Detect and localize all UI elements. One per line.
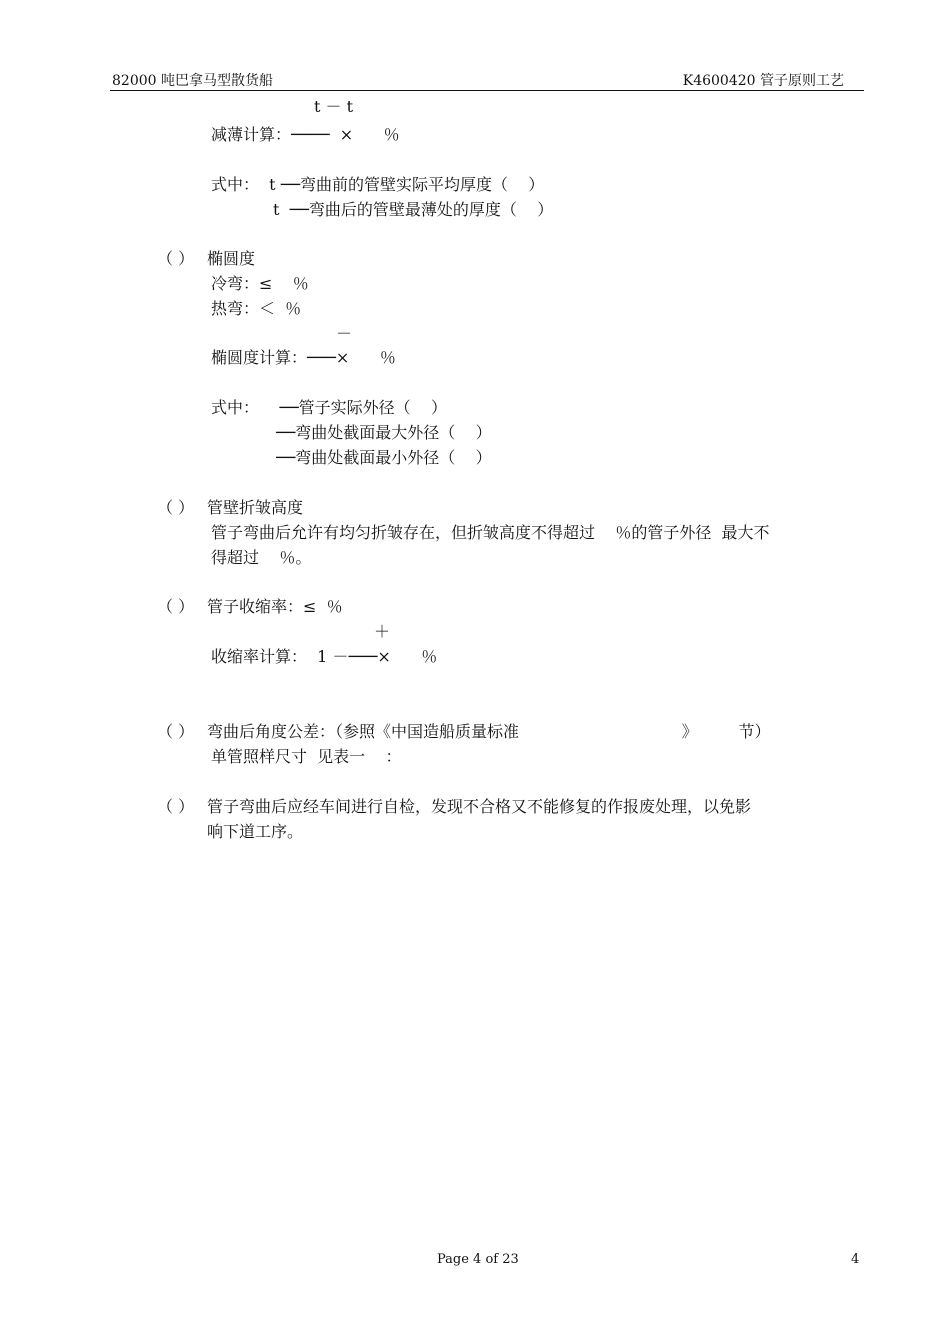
- section-number: （ ）: [157, 498, 195, 517]
- shrinkage-numerator: ＋: [374, 622, 391, 641]
- section-number: （ ）: [157, 797, 195, 816]
- inspection-text-2: 响下道工序。: [207, 822, 304, 841]
- section-number: （ ）: [157, 722, 195, 741]
- ovality-where-3: ──弯曲处截面最小外径（ ）: [276, 448, 492, 467]
- header-rule: [110, 90, 864, 91]
- page-number: 4: [851, 1252, 860, 1267]
- ovality-cold: 冷弯：≤ ％: [211, 274, 309, 293]
- header-left: 82000 吨巴拿马型散货船: [112, 73, 273, 89]
- ovality-formula: 椭圆度计算：───× ％: [211, 348, 396, 367]
- thinning-where-1: 式中： t ──弯曲前的管壁实际平均厚度（ ）: [211, 175, 545, 194]
- shrinkage-title: 管子收缩率：≤ ％: [207, 597, 343, 616]
- thinning-where-2: t ──弯曲后的管壁最薄处的厚度（ ）: [273, 200, 554, 219]
- header-right: K4600420 管子原则工艺: [682, 73, 844, 89]
- wrinkle-text-2: 得超过 ％。: [211, 548, 312, 567]
- thinning-numerator: t － t: [314, 97, 354, 116]
- shrinkage-formula: 收缩率计算： 1 －───× ％: [211, 647, 438, 666]
- angle-tolerance-text: 弯曲后角度公差：（参照《中国造船质量标准 》 节）: [207, 722, 771, 741]
- ovality-hot: 热弯：＜ ％: [211, 299, 302, 318]
- section-number: （ ）: [157, 597, 195, 616]
- inspection-text-1: 管子弯曲后应经车间进行自检，发现不合格又不能修复的作报废处理，以免影: [207, 797, 752, 816]
- wrinkle-text-1: 管子弯曲后允许有均匀折皱存在，但折皱高度不得超过 ％的管子外径 最大不: [211, 523, 770, 542]
- thinning-formula: 减薄计算：──── × ％: [211, 125, 400, 144]
- ovality-title: 椭圆度: [207, 249, 256, 268]
- wrinkle-title: 管壁折皱高度: [207, 498, 304, 517]
- ovality-numerator: －: [336, 324, 353, 343]
- page-indicator: Page 4 of 23: [437, 1252, 519, 1267]
- single-pipe-text: 单管照样尺寸 见表一 ：: [211, 747, 402, 766]
- ovality-where-1: 式中： ──管子实际外径（ ）: [211, 398, 447, 417]
- ovality-where-2: ──弯曲处截面最大外径（ ）: [276, 423, 492, 442]
- section-number: （ ）: [157, 249, 195, 268]
